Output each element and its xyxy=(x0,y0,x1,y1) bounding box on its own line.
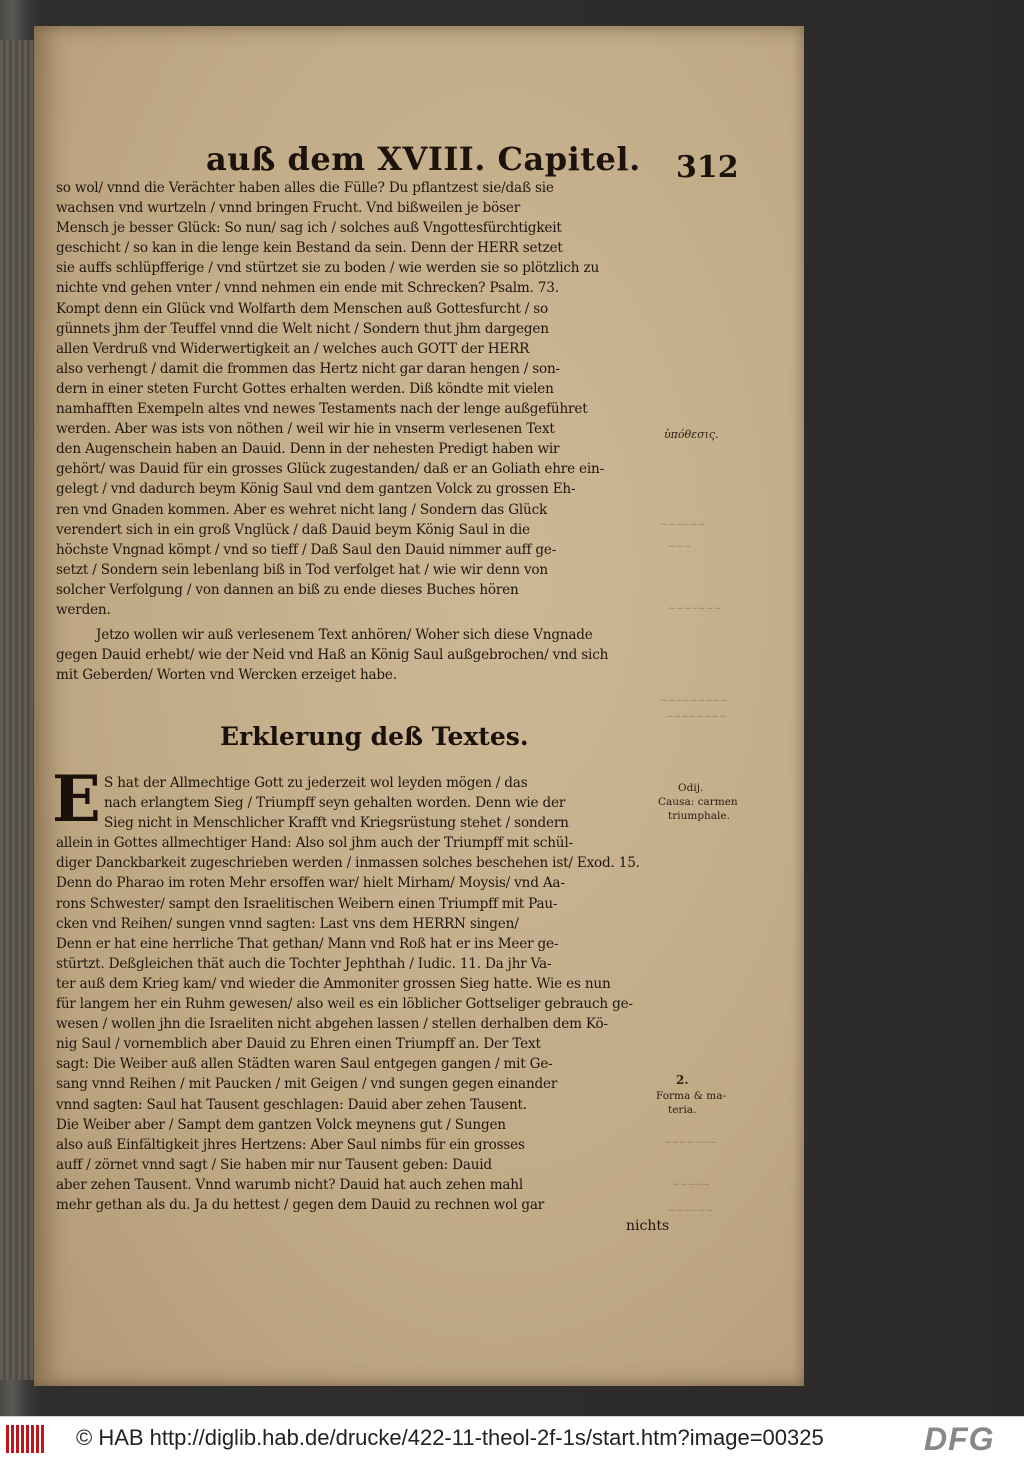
text-line: sie auffs schlüpfferige / vnd stürtzet sie zu boden / wie werden sie so plötzlich zu xyxy=(56,260,599,277)
text-line: wesen / wollen jhn die Israeliten nicht abgehen lassen / stellen derhalben dem Kö- xyxy=(56,1016,608,1033)
text-line: nig Saul / vornemblich aber Dauid zu Ehren einen Triumpff an. Der Text xyxy=(56,1036,541,1053)
bleed-through-mark: ~~~~~~~ xyxy=(668,604,721,614)
bleed-through-mark: ~~~~~~~ xyxy=(664,1138,717,1148)
paragraph-3 xyxy=(56,773,646,1215)
text-line: Die Weiber aber / Sampt dem gantzen Volck meynens gut / Sungen xyxy=(56,1116,506,1133)
text-line: allein in Gottes allmechtiger Hand: Also sol jhm auch der Triumpff mit schül- xyxy=(56,835,573,852)
text-line: mit Geberden/ Worten vnd Wercken erzeiget habe. xyxy=(56,667,397,684)
text-line: diger Danckbarkeit zugeschrieben werden / inmassen solches beschehen ist/ Exod. 15. xyxy=(56,855,640,872)
margin-note-number-2: 2. xyxy=(676,1073,689,1087)
text-line: höchste Vngnad kömpt / vnd so tieff / Daß Saul den Dauid nimmer auff ge- xyxy=(56,541,557,558)
text-line: Mensch je besser Glück: So nun/ sag ich / solches auß Vngottesfürchtigkeit xyxy=(56,220,562,237)
text-line: nach erlangtem Sieg / Triumpff seyn gehalten worden. Denn wie der xyxy=(104,795,566,812)
text-line: vnnd sagten: Saul hat Tausent geschlagen: Dauid aber zehen Tausent. xyxy=(56,1096,527,1113)
text-line: werden. xyxy=(56,601,111,618)
text-line: sang vnnd Reihen / mit Paucken / mit Geigen / vnd sungen gegen einander xyxy=(56,1076,558,1093)
text-line: namhafften Exempeln altes vnd newes Testaments nach der lenge außgeführet xyxy=(56,401,588,418)
text-line: aber zehen Tausent. Vnnd warumb nicht? Dauid hat auch zehen mahl xyxy=(56,1176,524,1193)
margin-note-triumphale: triumphale. xyxy=(668,810,730,822)
running-header: auß dem XVIII. Capitel. xyxy=(206,140,641,178)
margin-note-hypothesis: ὑπόθεσις. xyxy=(664,428,719,441)
text-line: Jetzo wollen wir auß verlesenem Text anhören/ Woher sich diese Vngnade xyxy=(96,627,593,643)
text-line: verendert sich in ein groß Vnglück / daß Dauid beym König Saul in die xyxy=(56,521,530,538)
text-line: gehört/ was Dauid für ein grosses Glück zugestanden/ daß er an Goliath ehre ein- xyxy=(56,461,605,478)
margin-note-forma: Forma & ma- xyxy=(656,1090,727,1102)
text-line: für langem her ein Ruhm gewesen/ also weil es ein löblicher Gottseliger gebrauch ge- xyxy=(56,996,633,1013)
text-line: dern in einer steten Furcht Gottes erhalten werden. Diß köndte mit vielen xyxy=(56,380,554,397)
text-line: ren vnd Gnaden kommen. Aber es wehret nicht lang / Sondern das Glück xyxy=(56,501,548,518)
text-line: wachsen vnd wurtzeln / vnnd bringen Frucht. Vnd bißweilen je böser xyxy=(56,200,521,217)
text-line: Sieg nicht in Menschlicher Krafft vnd Kriegsrüstung stehet / sondern xyxy=(104,815,569,832)
text-line: geschicht / so kan in die lenge kein Bestand da sein. Denn der HERR setzet xyxy=(56,240,563,257)
text-line: also auß Einfältigkeit jhres Hertzens: Aber Saul nimbs für ein grosses xyxy=(56,1136,525,1153)
text-line: werden. Aber was ists von nöthen / weil wir hie in vnserm verlesenen Text xyxy=(56,421,555,438)
footer-bar xyxy=(0,1416,1024,1460)
page-edge-stack xyxy=(0,40,34,1380)
margin-note-odij: Odij. xyxy=(678,782,704,794)
text-line: den Augenschein haben an Dauid. Denn in der nehesten Predigt haben wir xyxy=(56,441,560,458)
text-line: cken vnd Reihen/ sungen vnnd sagten: Last vns dem HERRN singen/ xyxy=(56,915,519,932)
paragraph-1 xyxy=(56,178,646,620)
text-line: Kompt denn ein Glück vnd Wolfarth dem Menschen auß Gottesfurcht / so xyxy=(56,300,549,317)
copyright-url[interactable]: © HAB http://diglib.hab.de/drucke/422-11-theol-2f-1s/start.htm?image=00325 xyxy=(76,1425,824,1450)
text-line: rons Schwester/ sampt den Israelitischen Weibern einen Triumpff mit Pau- xyxy=(56,895,558,912)
text-line: ter auß dem Krieg kam/ vnd wieder die Ammoniter grossen Sieg hatte. Wie es nun xyxy=(56,975,611,992)
text-line: sagt: Die Weiber auß allen Städten waren Saul entgegen gangen / mit Ge- xyxy=(56,1056,553,1073)
text-line: stürtzt. Deßgleichen thät auch die Tochter Jephthah / Iudic. 11. Da jhr Va- xyxy=(56,955,552,972)
text-line: Denn er hat eine herrliche That gethan/ Mann vnd Roß hat er ins Meer ge- xyxy=(56,935,559,952)
bleed-through-mark: ~~~~~~~~ xyxy=(666,712,727,722)
text-line: Denn do Pharao im roten Mehr ersoffen war/ hielt Mirham/ Moysis/ vnd Aa- xyxy=(56,875,565,892)
text-line: gelegt / vnd dadurch beym König Saul vnd dem gantzen Volck zu grossen Eh- xyxy=(56,481,576,498)
bleed-through-mark: ~~~~~~~~~ xyxy=(660,696,728,706)
text-line: allen Verdruß vnd Widerwertigkeit an / welches auch GOTT der HERR xyxy=(56,340,530,357)
dfg-logo: DFG xyxy=(924,1421,995,1457)
text-line: solcher Verfolgung / von dannen an biß zu ende dieses Buches hören xyxy=(56,581,519,598)
text-line: setzt / Sondern sein lebenlang biß in Tod verfolget hat / wie wir denn von xyxy=(56,561,548,578)
text-line: günnets jhm der Teuffel vnnd die Welt nicht / Sondern thut jhm dargegen xyxy=(56,320,549,337)
text-line: nichte vnd gehen vnter / vnnd nehmen ein ende mit Schrecken? Psalm. 73. xyxy=(56,280,559,297)
margin-note-causa: Causa: carmen xyxy=(658,796,738,808)
paragraph-2 xyxy=(56,625,646,685)
text-line: mehr gethan als du. Ja du hettest / gegen dem Dauid zu rechnen wol gar xyxy=(56,1196,545,1213)
text-line: gegen Dauid erhebt/ wie der Neid vnd Haß an König Saul außgebrochen/ vnd sich xyxy=(56,647,609,664)
text-line: also verhengt / damit die frommen das Hertz nicht gar daran hengen / son- xyxy=(56,360,560,377)
bleed-through-mark: ~~~~~~ xyxy=(660,520,706,530)
barcode-icon xyxy=(6,1425,46,1453)
bleed-through-mark: ~~~~~~ xyxy=(668,1206,714,1216)
text-line: S hat der Allmechtige Gott zu jederzeit wol leyden mögen / das xyxy=(104,775,528,791)
margin-note-teria: teria. xyxy=(668,1104,697,1116)
page-number: 312 xyxy=(676,150,739,185)
catchword: nichts xyxy=(626,1218,670,1234)
bleed-through-mark: ~~~~~ xyxy=(672,1180,710,1190)
drop-cap: E xyxy=(52,762,101,837)
text-line: auff / zörnet vnnd sagt / Sie haben mir nur Tausent geben: Dauid xyxy=(56,1156,492,1173)
text-line: so wol/ vnnd die Verächter haben alles die Fülle? Du pflantzest sie/daß sie xyxy=(56,180,554,196)
section-heading: Erklerung deß Textes. xyxy=(220,722,529,751)
bleed-through-mark: ~~~ xyxy=(668,542,691,552)
